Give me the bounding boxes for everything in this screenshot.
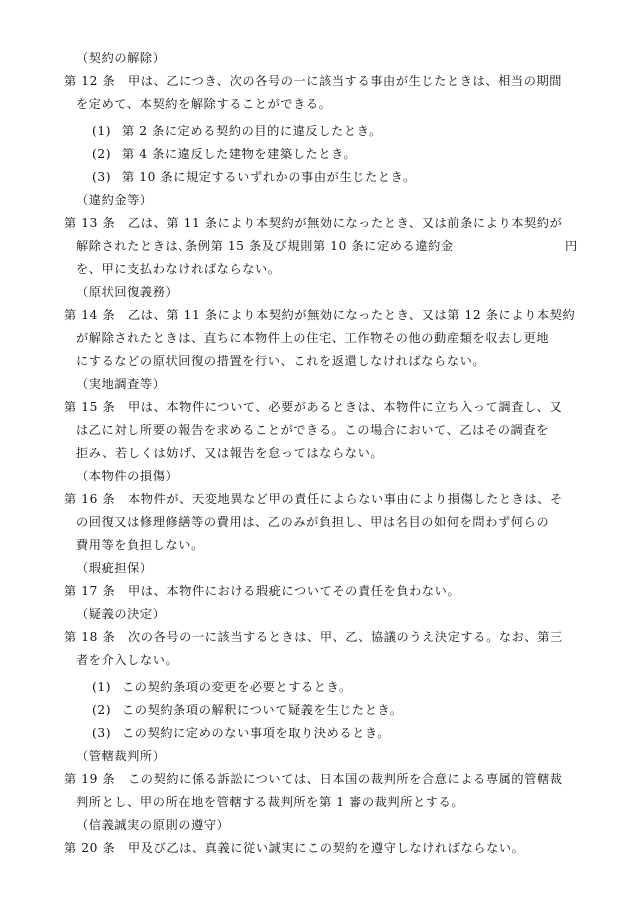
article-14-line-2: が解除されたときは、直ちに本物件上の住宅、工作物その他の動産類を収去し更地 xyxy=(76,331,550,345)
item-text: 第 2 条に定める契約の目的に違反したとき。 xyxy=(122,124,382,138)
heading-defect-warranty: （瑕疵担保） xyxy=(76,561,153,575)
heading-termination: （契約の解除） xyxy=(76,51,166,65)
heading-penalty: （違約金等） xyxy=(76,193,153,207)
yen-unit: 円 xyxy=(565,239,578,253)
heading-jurisdiction: （管轄裁判所） xyxy=(76,749,166,763)
heading-good-faith: （信義誠実の原則の遵守） xyxy=(76,818,230,832)
article-18-line-1: 第 18 条 次の各号の一に該当するときは、甲、乙、協議のうえ決定する。なお、第三 xyxy=(64,630,563,644)
article-18-item-2 xyxy=(92,703,403,718)
item-number: (3) xyxy=(92,726,112,740)
item-number: (1) xyxy=(92,680,112,694)
article-13-line-3: を、甲に支払わなければならない。 xyxy=(76,262,281,276)
article-14-line-3: にするなどの原状回復の措置を行い、これを返還しなければならない。 xyxy=(76,354,486,368)
article-12-item-1 xyxy=(92,124,382,139)
item-text: この契約条項の変更を必要とするとき。 xyxy=(122,680,352,694)
article-20-line-1: 第 20 条 甲及び乙は、真義に従い誠実にこの契約を遵守しなければならない。 xyxy=(64,841,525,855)
article-15-line-2: は乙に対し所要の報告を求めることができる。この場合において、乙はその調査を xyxy=(76,423,549,437)
item-number: (3) xyxy=(92,170,112,184)
item-number: (1) xyxy=(92,124,112,138)
heading-inspection: （実地調査等） xyxy=(76,377,166,391)
article-15-line-3: 拒み、若しくは妨げ、又は報告を怠ってはならない。 xyxy=(76,446,384,460)
article-15-line-1: 第 15 条 甲は、本物件について、必要があるときは、本物件に立ち入って調査し、又 xyxy=(64,400,563,414)
article-12-line-2: を定めて、本契約を解除することができる。 xyxy=(76,97,332,111)
item-number: (2) xyxy=(92,703,112,717)
article-18-item-1 xyxy=(92,680,352,695)
article-14-line-1: 第 14 条 乙は、第 11 条により本契約が無効になったとき、又は第 12 条により本契約 xyxy=(64,308,576,322)
article-16-line-3: 費用等を負担しない。 xyxy=(76,538,204,552)
article-13-line-1: 第 13 条 乙は、第 11 条により本契約が無効になったとき、又は前条により本契約が xyxy=(64,216,563,230)
article-12-line-1: 第 12 条 甲は、乙につき、次の各号の一に該当する事由が生じたときは、相当の期間 xyxy=(64,74,563,88)
item-number: (2) xyxy=(92,147,112,161)
item-text: 第 10 条に規定するいずれかの事由が生じたとき。 xyxy=(122,170,416,184)
article-12-item-2 xyxy=(92,147,356,162)
item-text: この契約条項の解釈について疑義を生じたとき。 xyxy=(122,703,403,717)
article-17-line-1: 第 17 条 甲は、本物件における瑕疵についてその責任を負わない。 xyxy=(64,584,461,598)
heading-restoration: （原状回復義務） xyxy=(76,285,179,299)
item-text: この契約に定めのない事項を取り決めるとき。 xyxy=(122,726,391,740)
heading-doubts: （疑義の決定） xyxy=(76,607,166,621)
article-19-line-2: 判所とし、甲の所在地を管轄する裁判所を第 1 審の裁判所とする。 xyxy=(76,795,465,809)
article-16-line-2: の回復又は修理修繕等の費用は、乙のみが負担し、甲は名目の如何を問わず何らの xyxy=(76,515,550,529)
article-13-line-2: 解除されたときは､条例第 15 条及び規則第 10 条に定める違約金 xyxy=(76,239,454,253)
article-18-line-2: 者を介入しない。 xyxy=(76,653,179,667)
article-16-line-1: 第 16 条 本物件が、天変地異など甲の責任によらない事由により損傷したときは、そ xyxy=(64,492,563,506)
article-19-line-1: 第 19 条 この契約に係る訴訟については、日本国の裁判所を合意による専属的管轄裁 xyxy=(64,772,563,786)
heading-damage: （本物件の損傷） xyxy=(76,469,179,483)
article-12-item-3 xyxy=(92,170,416,185)
item-text: 第 4 条に違反した建物を建築したとき。 xyxy=(122,147,357,161)
article-18-item-3 xyxy=(92,726,390,741)
